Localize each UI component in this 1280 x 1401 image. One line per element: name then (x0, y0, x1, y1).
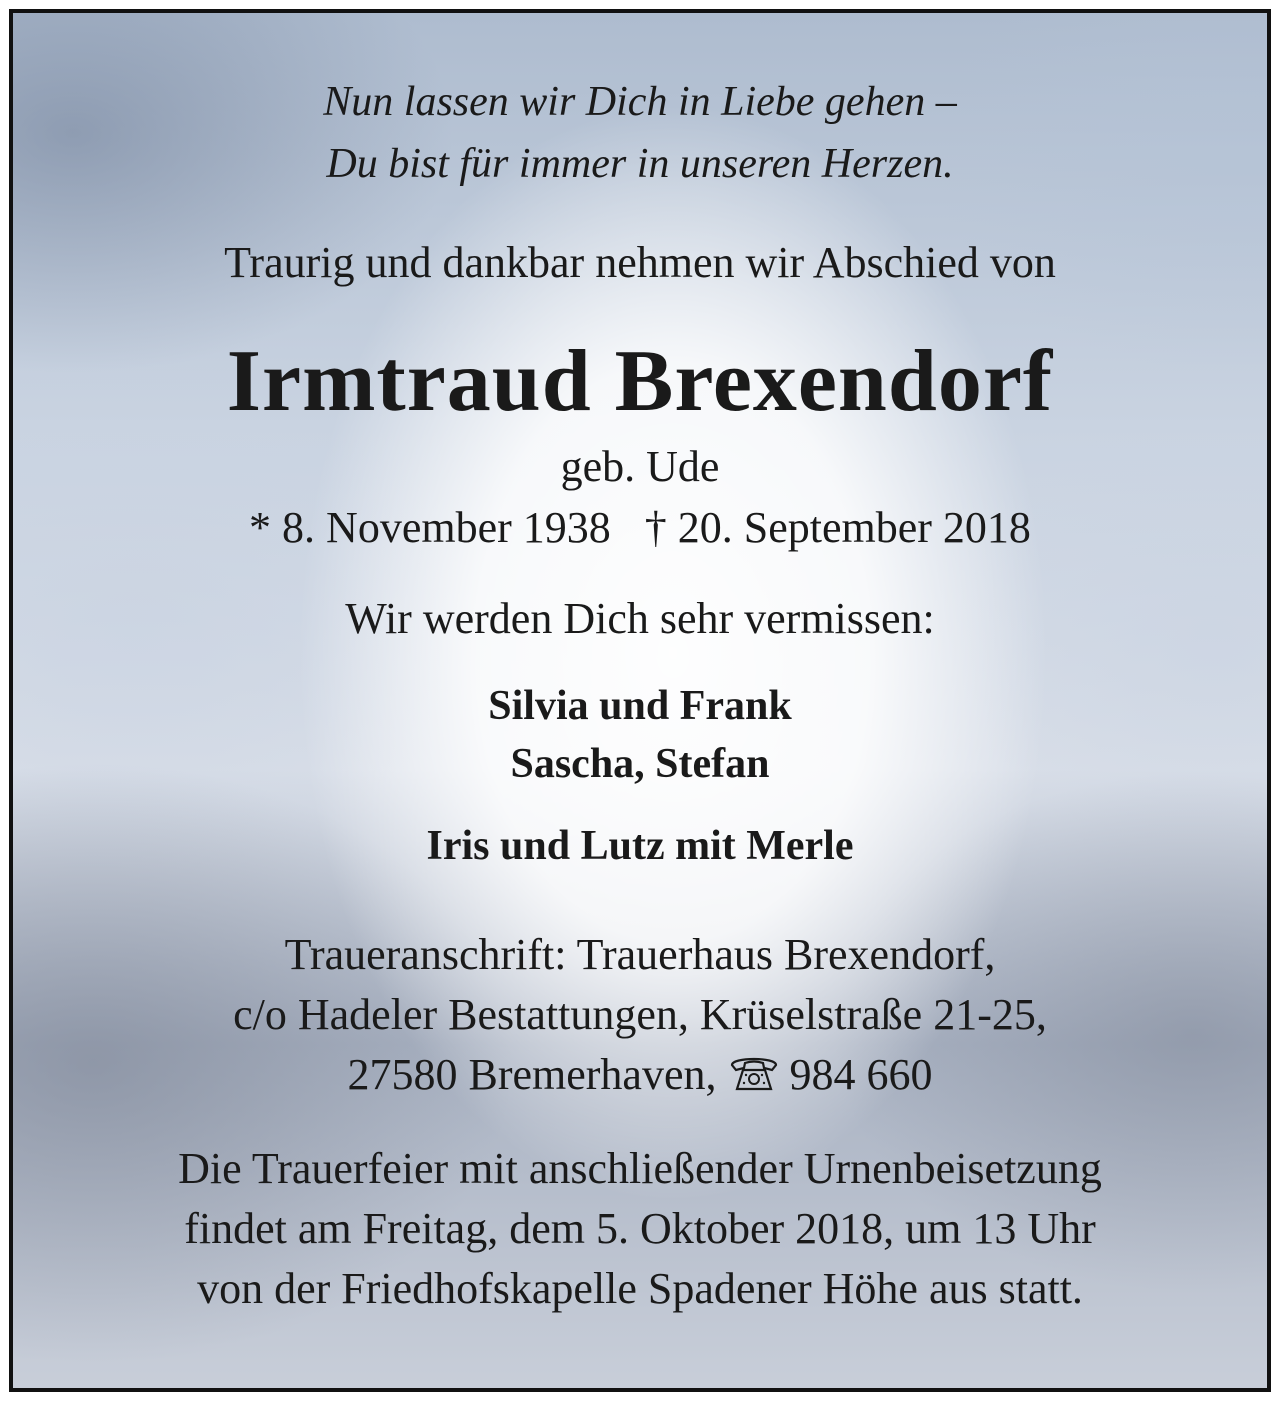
intro-text: Traurig und dankbar nehmen wir Abschied von (224, 238, 1056, 287)
family-line-2: Sascha, Stefan (510, 741, 770, 787)
family-group-2 (13, 817, 1267, 875)
birth-date: * 8. November 1938 (249, 503, 611, 552)
ceremony-line-2: findet am Freitag, dem 5. Oktober 2018, um 13 Uhr (184, 1204, 1096, 1253)
verse-line-1: Nun lassen wir Dich in Liebe gehen – (323, 79, 957, 125)
telephone-icon (728, 1049, 780, 1089)
notice-content (13, 13, 1267, 1319)
ceremony-info (13, 1139, 1267, 1319)
address-line-1: Traueranschrift: Trauerhaus Brexendorf, (284, 930, 996, 979)
address-line-3 (13, 1045, 1267, 1105)
life-dates (13, 497, 1267, 559)
deceased-name: Irmtraud Brexendorf (226, 333, 1054, 430)
verse (13, 71, 1267, 195)
mourning-address (13, 925, 1267, 1105)
phone-number: 984 660 (789, 1050, 933, 1099)
verse-line-2: Du bist für immer in unseren Herzen. (326, 141, 954, 187)
birth-name: geb. Ude (560, 442, 720, 491)
family-group-1 (13, 677, 1267, 793)
family-line-1: Silvia und Frank (488, 683, 792, 729)
death-date: † 20. September 2018 (644, 503, 1031, 552)
obituary-notice (9, 9, 1271, 1392)
family-line-3: Iris und Lutz mit Merle (426, 823, 854, 869)
ceremony-line-1: Die Trauerfeier mit anschließender Urnenbeisetzung (178, 1144, 1102, 1193)
address-city: 27580 Bremerhaven, (347, 1050, 717, 1099)
miss-line: Wir werden Dich sehr vermissen: (345, 594, 935, 643)
address-line-2: c/o Hadeler Bestattungen, Krüselstraße 21-25, (233, 990, 1047, 1039)
ceremony-line-3: von der Friedhofskapelle Spadener Höhe aus statt. (197, 1264, 1083, 1313)
